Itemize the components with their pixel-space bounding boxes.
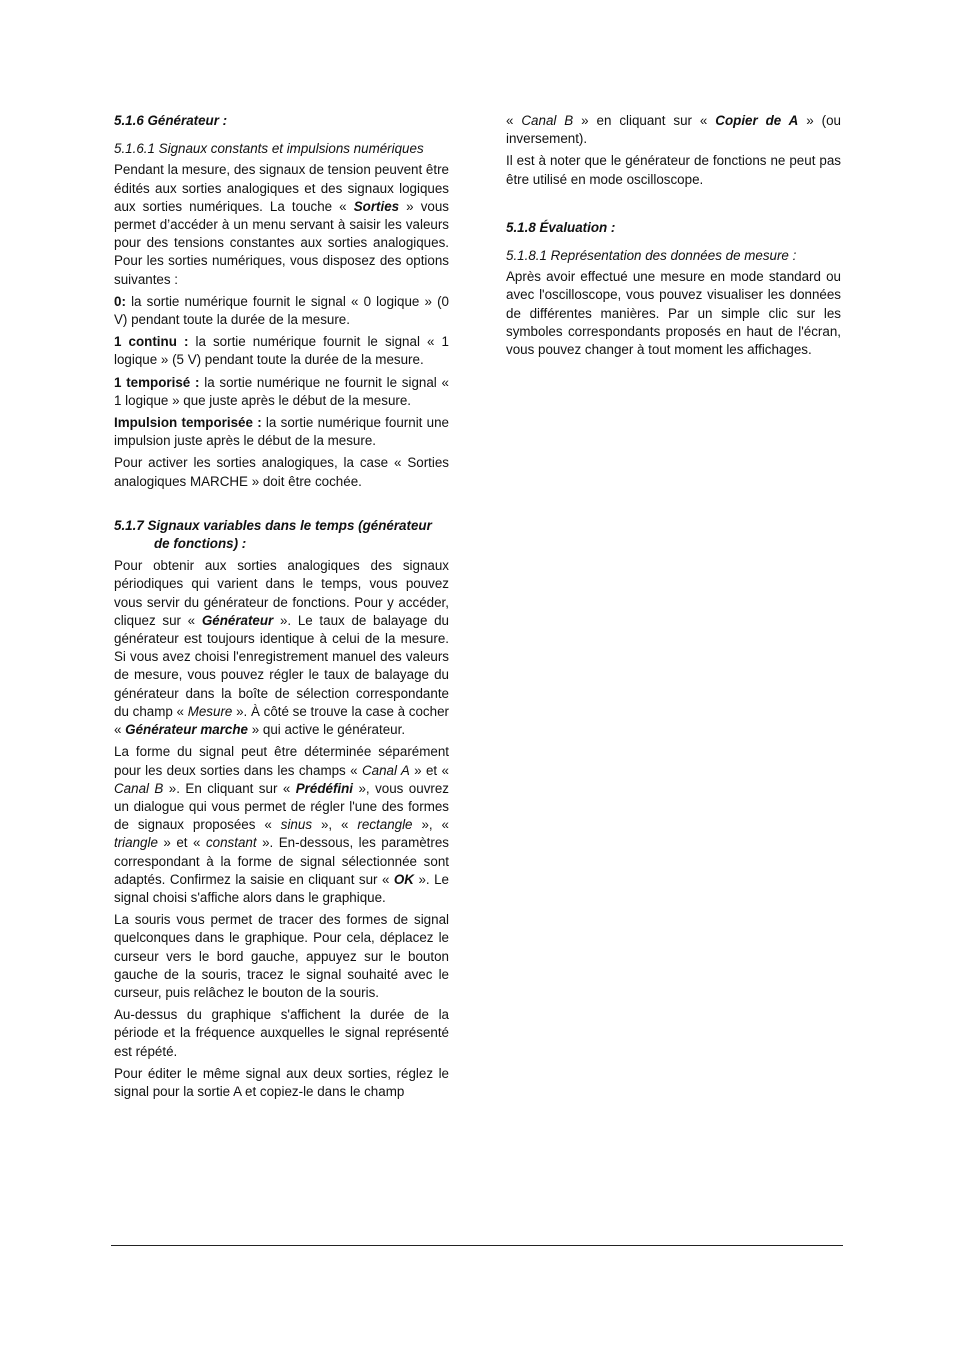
right-column — [506, 112, 841, 363]
option-1-temporise: 1 temporisé : la sortie numérique ne fournit le signal « 1 logique » que juste après le début de la mesure. — [114, 374, 449, 408]
paragraph-same-signal: Pour éditer le même signal aux deux sorties, réglez le signal pour la sortie A et copiez-le dans le champ — [114, 1065, 449, 1099]
paragraph-mouse-drawing: La souris vous permet de tracer des formes de signal quelconques dans le graphique. Pour cela, déplacez le curseur vers le bord gauche, appuyez sur le bouton gauche de la souris, tracez le signal souhaité avec le curseur, puis relâchez le bouton de la souris. — [114, 912, 449, 1000]
heading-5-1-8-1: 5.1.8.1 Représentation des données de mesure : — [506, 248, 797, 264]
footer-rule — [111, 1245, 843, 1246]
paragraph-signal-shape: La forme du signal peut être déterminée séparément pour les deux sorties dans les champs « Canal A » et « Canal B ». En cliquant sur « Prédéfini », vous ouvrez un dialogue qui vous permet de régler l'une des formes de signaux proposées « sinus », « rectangle », « triangle » et « constant ». En-dessous, les paramètres correspondant à la forme de signal sélectionnée sont adaptés. Confirmez la saisie en cliquant sur « OK ». Le signal choisi s'affiche alors dans le graphique. — [114, 744, 449, 905]
paragraph-function-generator: Pour obtenir aux sorties analogiques des signaux périodiques qui varient dans le temps, vous pouvez vous servir du générateur de fonctions. Pour y accéder, cliquez sur « Générateur ». Le taux de balayage du générateur est toujours identique à celui de la mesure. Si vous avez choisi l'enregistrement manuel des valeurs de mesure, vous pouvez régler le taux de balayage du générateur dans la boîte de sélection correspondante du champ « Mesure ». À côté se trouve la case à cocher « Générateur marche » qui active le générateur. — [114, 558, 449, 738]
left-column — [114, 112, 449, 1105]
heading-5-1-8: 5.1.8 Évaluation : — [506, 219, 616, 235]
paragraph-outputs-intro: Pendant la mesure, des signaux de tension peuvent être édités aux sorties analogiques et des signaux logiques aux sorties numériques. La touche « Sorties » vous permet d’accéder à un menu servant à saisir les valeurs pour des tensions constantes aux sorties analogiques. Pour les sorties numériques, vous disposez des options suivantes : — [114, 162, 449, 287]
paragraph-activate-outputs: Pour activer les sorties analogiques, la case « Sorties analogiques MARCHE » doit être cochée. — [114, 455, 449, 489]
heading-5-1-7: 5.1.7 Signaux variables dans le temps (générateur de fonctions) : — [114, 517, 432, 552]
paragraph-oscilloscope-note: Il est à noter que le générateur de fonctions ne peut pas être utilisé en mode oscilloscope. — [506, 153, 841, 187]
option-impulsion: Impulsion temporisée : la sortie numérique fournit une impulsion juste après le début de la mesure. — [114, 415, 449, 449]
option-0: 0: la sortie numérique fournit le signal « 0 logique » (0 V) pendant toute la durée de la mesure. — [114, 293, 449, 328]
heading-5-1-6: 5.1.6 Générateur : — [114, 113, 228, 128]
paragraph-data-display: Après avoir effectué une mesure en mode standard ou avec l'oscilloscope, vous pouvez visualiser les données de différentes manières. Par un simple clic sur les symboles correspondants proposés en haut de l'écran, vous pouvez changer à tout moment les affichages. — [506, 269, 841, 358]
paragraph-copy-channel: « Canal B » en cliquant sur « Copier de A » (ou inversement). — [506, 113, 842, 147]
option-1-continu: 1 continu : la sortie numérique fournit le signal « 1 logique » (5 V) pendant toute la durée de la mesure. — [114, 334, 449, 368]
heading-5-1-6-1: 5.1.6.1 Signaux constants et impulsions numériques — [114, 141, 424, 157]
paragraph-period-frequency: Au-dessus du graphique s'affichent la durée de la période et la fréquence auxquelles le signal représenté est répété. — [114, 1007, 449, 1059]
